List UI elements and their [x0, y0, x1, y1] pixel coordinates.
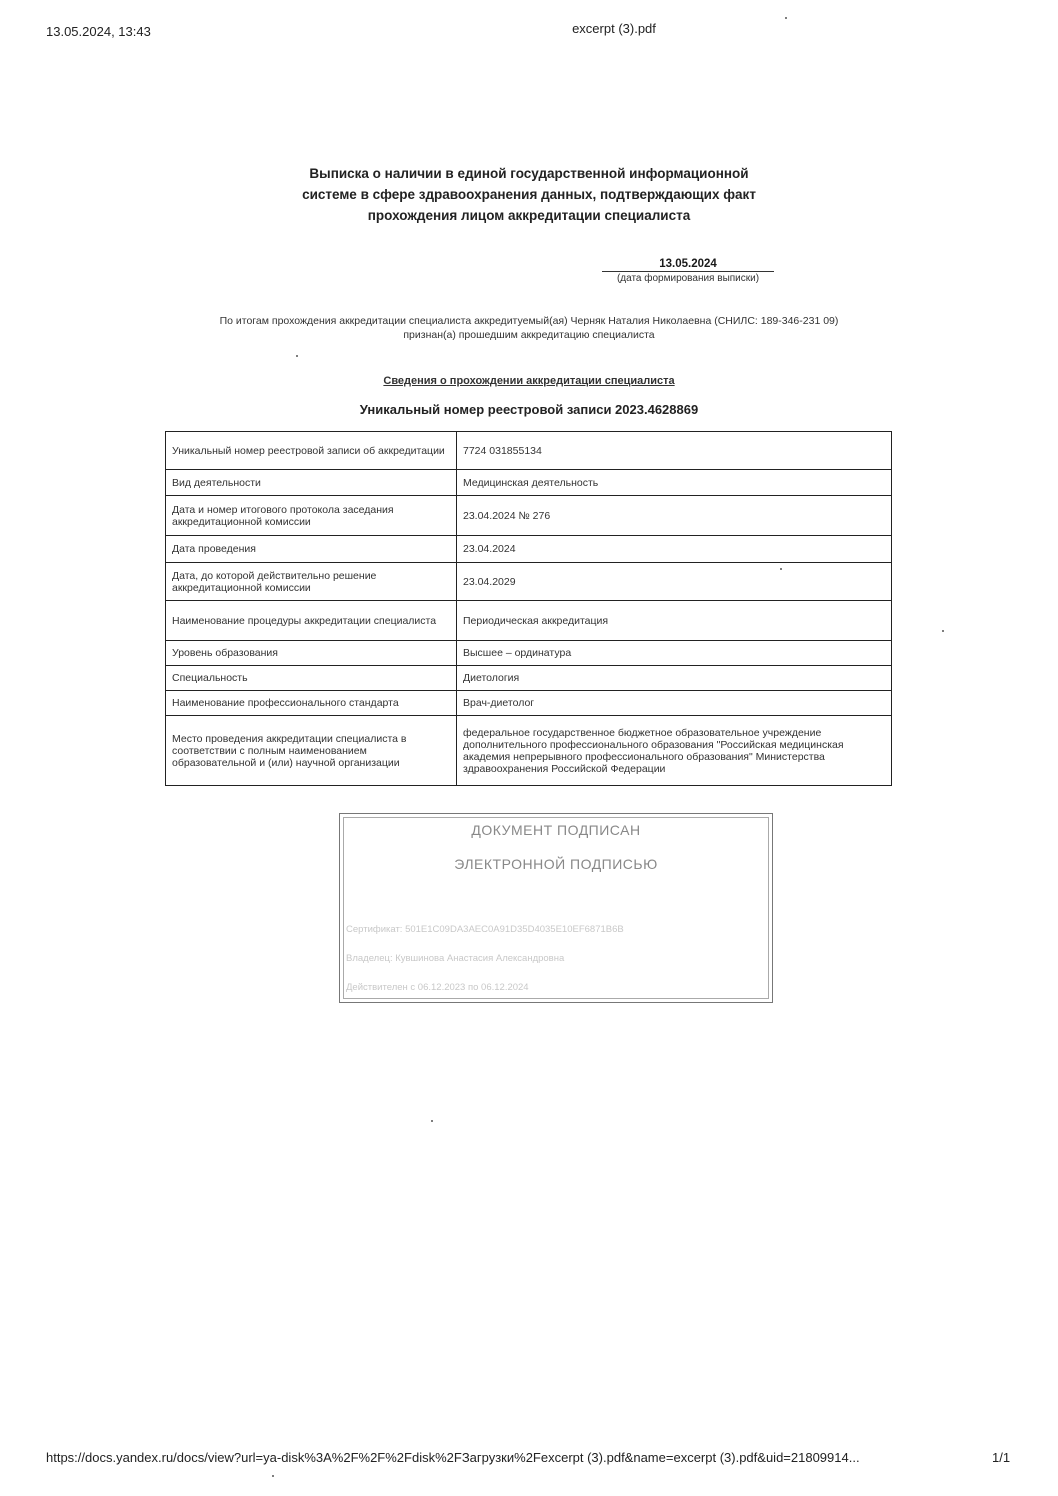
row-value: Врач-диетолог — [457, 691, 892, 716]
scan-speck — [431, 1120, 433, 1122]
stamp-title: ДОКУМЕНТ ПОДПИСАН — [471, 822, 641, 838]
row-value: Периодическая аккредитация — [457, 601, 892, 641]
print-datetime: 13.05.2024, 13:43 — [46, 24, 151, 39]
table-row — [166, 470, 892, 496]
document-title — [220, 163, 838, 226]
table-row — [166, 432, 892, 470]
table-row — [166, 716, 892, 786]
issue-date-block — [602, 258, 774, 284]
stamp-inner-frame — [343, 817, 769, 999]
row-label: Место проведения аккредитации специалиста в соответствии с полным наименованием образовательной и (или) научной организации — [166, 716, 457, 786]
electronic-signature-stamp — [339, 813, 773, 1003]
stamp-certificate: Сертификат: 501E1C09DA3AEC0A91D35D4035E10EF6871B6B — [346, 924, 624, 935]
row-label: Специальность — [166, 666, 457, 691]
row-value: 23.04.2024 — [457, 536, 892, 563]
row-label: Наименование процедуры аккредитации специалиста — [166, 601, 457, 641]
intro-line: признан(а) прошедшим аккредитацию специалиста — [403, 329, 655, 341]
table-row — [166, 666, 892, 691]
issue-date-caption: (дата формирования выписки) — [616, 273, 760, 284]
scan-speck — [780, 568, 782, 570]
table-row — [166, 691, 892, 716]
accreditation-details-table — [165, 431, 892, 786]
row-label: Наименование профессионального стандарта — [166, 691, 457, 716]
scan-speck — [942, 630, 944, 632]
row-value: Медицинская деятельность — [457, 470, 892, 496]
stamp-validity: Действителен с 06.12.2023 по 06.12.2024 — [346, 982, 529, 993]
table-row — [166, 496, 892, 536]
row-value: 7724 031855134 — [457, 432, 892, 470]
row-label: Дата проведения — [166, 536, 457, 563]
scan-speck — [296, 355, 298, 357]
row-value: 23.04.2029 — [457, 563, 892, 601]
section-heading: Сведения о прохождении аккредитации специалиста — [383, 375, 675, 387]
row-value: Высшее – ординатура — [457, 641, 892, 666]
title-line: Выписка о наличии в единой государственной информационной — [309, 166, 749, 181]
row-value: Диетология — [457, 666, 892, 691]
print-document-title: excerpt (3).pdf — [572, 21, 656, 36]
row-label: Уникальный номер реестровой записи об аккредитации — [166, 432, 457, 470]
issue-date: 13.05.2024 — [602, 258, 774, 272]
table-row — [166, 536, 892, 563]
row-label: Уровень образования — [166, 641, 457, 666]
table-row — [166, 563, 892, 601]
row-label: Дата, до которой действительно решение аккредитационной комиссии — [166, 563, 457, 601]
print-footer-url: https://docs.yandex.ru/docs/view?url=ya-disk%3A%2F%2F%2Fdisk%2FЗагрузки%2Fexcerpt (3).pdf&name=excerpt (3).pdf&uid=21809914... — [46, 1450, 860, 1465]
table-row — [166, 601, 892, 641]
registry-number-heading: Уникальный номер реестровой записи 2023.4628869 — [359, 402, 699, 417]
table-row — [166, 641, 892, 666]
row-value: 23.04.2024 № 276 — [457, 496, 892, 536]
intro-line: По итогам прохождения аккредитации специалиста аккредитуемый(ая) Черняк Наталия Николаевна (СНИЛС: 189-346-231 09) — [219, 315, 839, 327]
row-label: Вид деятельности — [166, 470, 457, 496]
stamp-owner: Владелец: Кувшинова Анастасия Александровна — [346, 953, 565, 964]
intro-paragraph — [150, 314, 908, 342]
title-line: прохождения лицом аккредитации специалиста — [367, 208, 691, 223]
title-line: системе в сфере здравоохранения данных, подтверждающих факт — [302, 187, 756, 202]
scan-speck — [272, 1475, 274, 1477]
stamp-subtitle: ЭЛЕКТРОННОЙ ПОДПИСЬЮ — [454, 856, 658, 872]
row-label: Дата и номер итогового протокола заседания аккредитационной комиссии — [166, 496, 457, 536]
scan-speck — [785, 17, 787, 19]
print-page-number: 1/1 — [992, 1450, 1011, 1465]
row-value: федеральное государственное бюджетное образовательное учреждение дополнительного профессионального образования "Российская медицинская академия непрерывного профессионального образования" Министерства здравоохранения Российской Федерации — [457, 716, 892, 786]
